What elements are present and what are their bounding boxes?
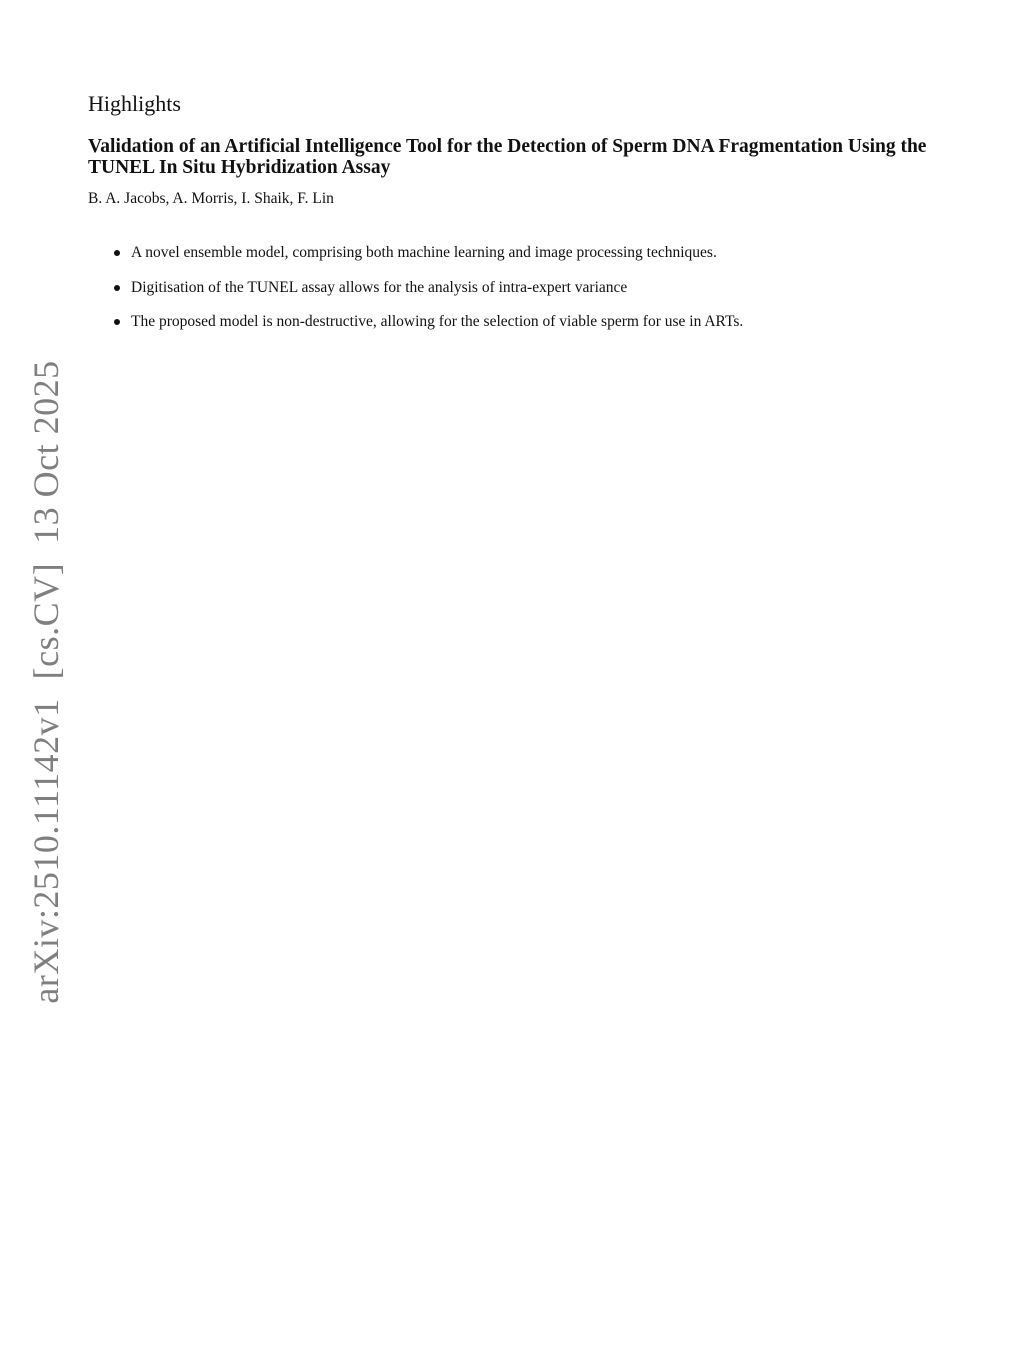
arxiv-identifier-stamp: arXiv:2510.11142v1 [cs.CV] 13 Oct 2025: [26, 360, 66, 1004]
highlight-text: Digitisation of the TUNEL assay allows for the analysis of intra-expert variance: [131, 278, 628, 296]
bullet-icon: [114, 250, 120, 256]
highlight-item: [112, 243, 972, 263]
highlight-text: A novel ensemble model, comprising both machine learning and image processing techniques.: [131, 244, 717, 261]
highlights-list: [112, 243, 972, 347]
highlight-item: [112, 278, 972, 298]
highlight-item: [112, 312, 972, 332]
highlight-text: The proposed model is non-destructive, allowing for the selection of viable sperm for use in ARTs.: [131, 313, 744, 330]
bullet-icon: [114, 319, 120, 325]
section-heading: Highlights: [88, 91, 181, 116]
bullet-icon: [114, 285, 120, 291]
author-list: B. A. Jacobs, A. Morris, I. Shaik, F. Lin: [88, 190, 334, 207]
paper-title: Validation of an Artificial Intelligence Tool for the Detection of Sperm DNA Fragmentation Using the TUNEL In Situ Hybridization Assay: [88, 136, 927, 178]
